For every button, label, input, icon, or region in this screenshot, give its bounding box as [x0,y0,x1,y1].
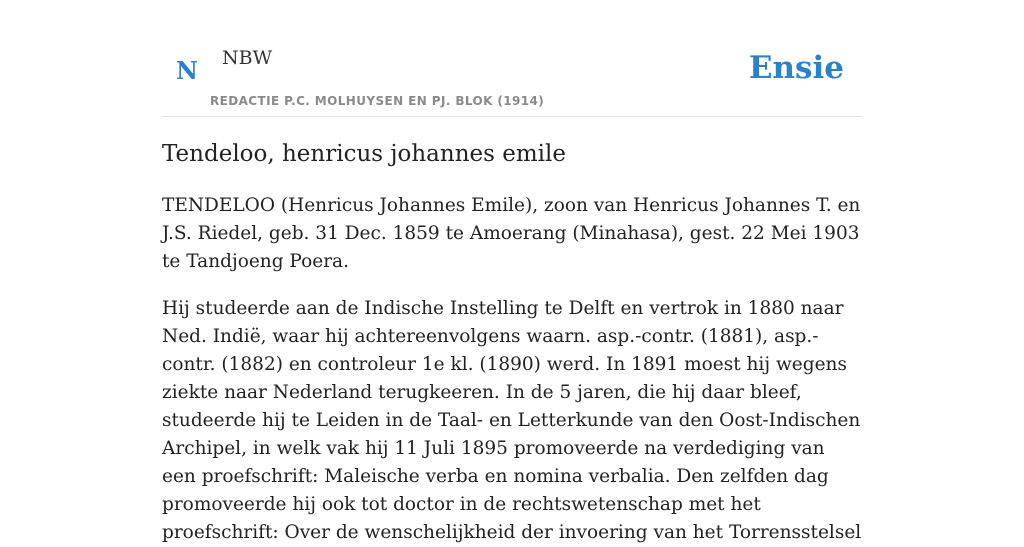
brand-logo-link[interactable]: Ensie [748,50,844,86]
entry-content [162,136,862,547]
source-name[interactable]: NBW [222,47,273,69]
entry-paragraph: Hij studeerde aan de Indische Instelling te Delft en vertrok in 1880 naar Ned. Indië, waar hij achtereenvolgens waarn. asp.-contr. (1881), asp.-contr. (1882) en controleur 1e kl. (1890) werd. In 1891 moest hij wegens ziekte naar Nederland terugkeeren. In de 5 jaren, die hij daar bleef, studeerde hij te Leiden in de Taal- en Letterkunde van den Oost-Indischen Archipel, in welk vak hij 11 Juli 1895 promoveerde na verdediging van een proefschrift: Maleische verba en nomina verbalia. Den zelfden dag promoveerde hij ook tot doctor in de rechtswetenschap met het proefschrift: Over de wenschelijkheid der invoering van het Torrensstelsel [162,298,862,543]
entry-title: Tendeloo, henricus johannes emile [162,141,566,167]
source-subtitle: REDACTIE P.C. MOLHUYSEN EN PJ. BLOK (1914) [210,94,545,108]
source-logo-icon[interactable]: N [176,56,198,85]
entry-paragraph: TENDELOO (Henricus Johannes Emile), zoon van Henricus Johannes T. en J.S. Riedel, geb. 31 Dec. 1859 te Amoerang (Minahasa), gest. 22 Mei 1903 te Tandjoeng Poera. [162,195,861,272]
page-header [162,0,862,117]
